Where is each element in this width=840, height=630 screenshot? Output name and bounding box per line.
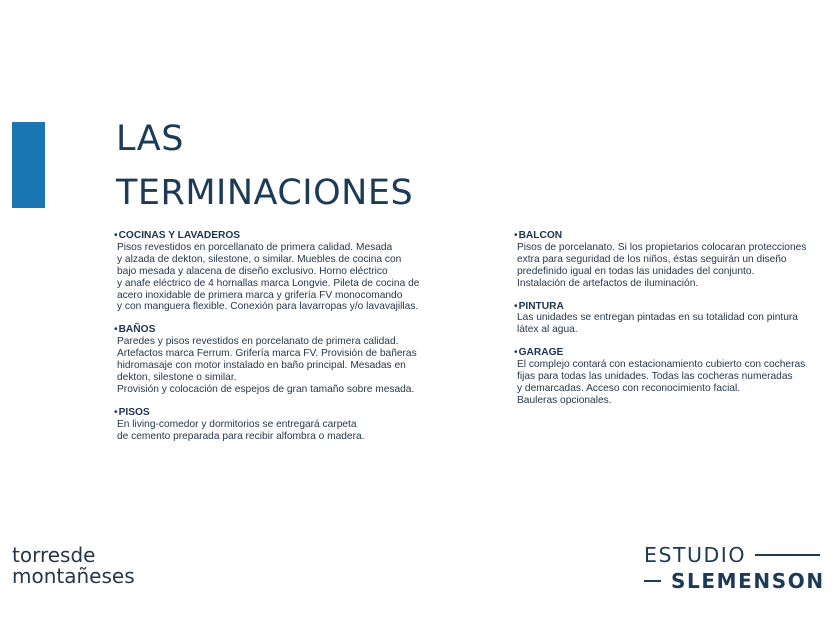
logo-rule-long [755,554,820,556]
section-banos [114,324,444,395]
section-pintura [514,301,834,337]
section-line: bajo mesada y alacena de diseño exclusivo. Horno eléctrico [117,265,388,277]
section-line: y demarcadas. Acceso con reconocimiento facial. [517,382,741,394]
torres-de-montaneses-logo [12,545,135,587]
page-title [116,112,413,220]
section-heading: • PINTURA [514,301,834,313]
section-line: El complejo contará con estacionamiento cubierto con cocheras [517,359,806,371]
estudio-slemenson-logo [644,542,825,594]
section-heading: • COCINAS Y LAVADEROS [114,230,444,242]
logo-row-1 [644,542,825,568]
section-line: y alzada de dekton, silestone, o similar. Muebles de cocina con [117,253,402,265]
section-line: y anafe eléctrico de 4 hornallas marca Longvie. Pileta de cocina de [117,277,420,289]
logo-word-estudio: ESTUDIO [644,543,746,567]
section-line: Bauleras opcionales. [517,394,612,406]
section-heading: • GARAGE [514,347,834,359]
section-heading: • PISOS [114,407,444,419]
section-line: Provisión y colocación de espejos de gran tamaño sobre mesada. [117,383,415,395]
section-heading: • BALCON [514,230,834,242]
section-line: látex al agua. [517,324,578,336]
section-line: Artefactos marca Ferrum. Grifería marca FV. Provisión de bañeras [117,348,417,360]
section-pisos [114,407,444,443]
section-line: Instalación de artefactos de iluminación. [517,277,699,289]
logo-row-2 [644,568,825,594]
section-line: hidromasaje con motor instalado en baño principal. Mesadas en [117,360,406,372]
section-line: extra para seguridad de los niños, éstas seguirán un diseño [517,253,787,265]
title-line-1: LAS [116,119,184,159]
section-line: Paredes y pisos revestidos en porcelanato de primera calidad. [117,336,399,348]
logo-line-1: torresde [12,543,96,567]
section-heading: • BAÑOS [114,324,444,336]
logo-word-slemenson: SLEMENSON [671,569,825,593]
title-line-2: TERMINACIONES [116,173,414,213]
section-line: dekton, silestone o similar. [117,371,237,383]
accent-bar [12,122,45,208]
section-line: fijas para todas las unidades. Todas las cocheras numeradas [517,371,793,383]
section-line: Las unidades se entregan pintadas en su totalidad con pintura [517,312,798,324]
section-line: Pisos revestidos en porcellanato de primera calidad. Mesada [117,241,393,253]
section-cocinas [114,230,444,313]
section-line: Pisos de porcelanato. Si los propietarios colocaran protecciones [517,241,807,253]
section-balcon [514,230,834,290]
section-garage [514,347,834,407]
logo-line-2: montañeses [12,564,135,588]
section-line: En living-comedor y dormitorios se entregará carpeta [117,418,357,430]
right-column [514,230,834,418]
section-line: predefinido igual en todas las unidades del conjunto. [517,265,755,277]
section-line: de cemento preparada para recibir alfombra o madera. [117,430,365,442]
section-line: acero inoxidable de primera marca y grifería FV monocomando [117,289,403,301]
logo-rule-short [644,580,661,582]
section-line: y con manguera flexible. Conexión para lavarropas y/o lavavajillas. [117,301,419,313]
left-column [114,230,444,454]
